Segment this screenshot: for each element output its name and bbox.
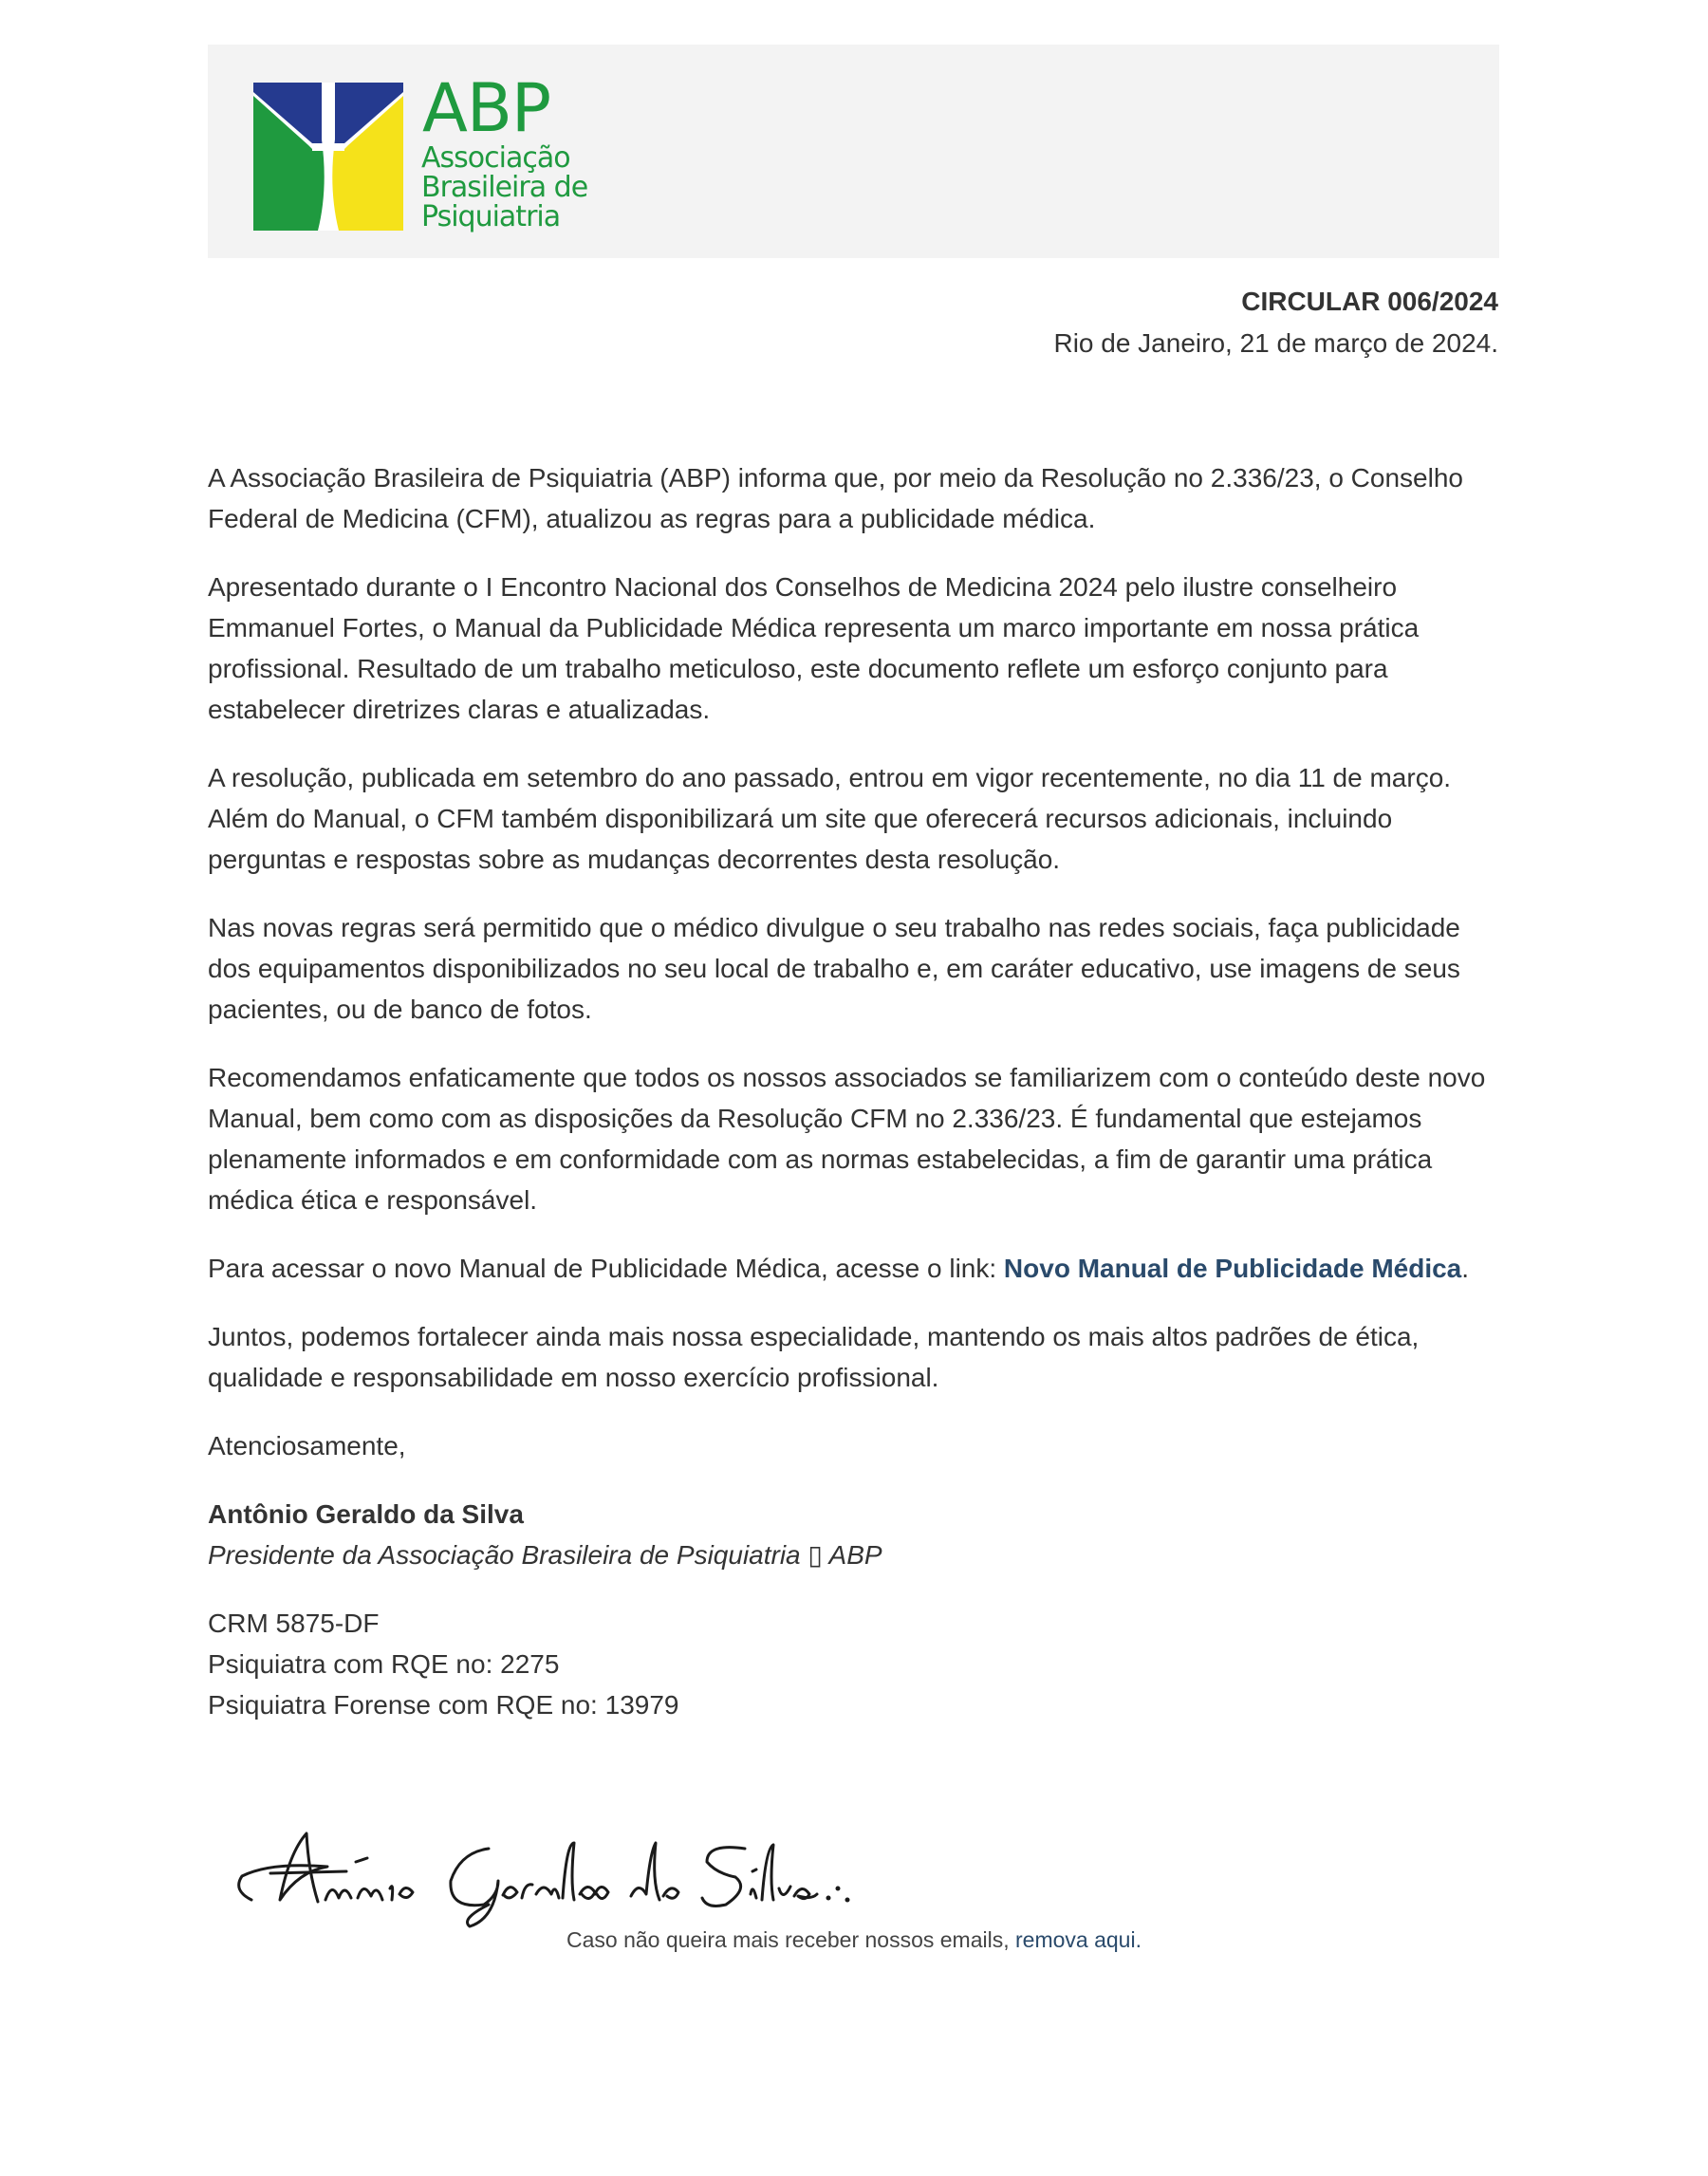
- logo-abbreviation: ABP: [422, 69, 551, 147]
- manual-link[interactable]: Novo Manual de Publicidade Médica: [1003, 1254, 1462, 1283]
- logo-name: [421, 143, 587, 232]
- credentials-block: [208, 1603, 1503, 1725]
- circular-date: Rio de Janeiro, 21 de março de 2024.: [1053, 328, 1498, 358]
- header-banner: [208, 45, 1499, 258]
- unsubscribe-link[interactable]: remova aqui.: [1015, 1927, 1142, 1952]
- signer-block: [208, 1494, 1503, 1575]
- paragraph: A Associação Brasileira de Psiquiatria (ABP) informa que, por meio da Resolução no 2.336/23, o Conselho Federal de Medicina (CFM), atualizou as regras para a publicidade médica.: [208, 463, 1463, 533]
- paragraph: Nas novas regras será permitido que o médico divulgue o seu trabalho nas redes sociais, faça publicidade dos equipamentos disponibilizados no seu local de trabalho e, em caráter educativo, use imagens de seus pacientes, ou de banco de fotos.: [208, 913, 1460, 1024]
- abp-logo-icon: [253, 83, 403, 231]
- paragraph: Apresentado durante o I Encontro Nacional dos Conselhos de Medicina 2024 pelo ilustre conselheiro Emmanuel Fortes, o Manual da Publicidade Médica representa um marco importante em nossa prática profissional. Resultado de um trabalho meticuloso, este documento reflete um esforço conjunto para estabelecer diretrizes claras e atualizadas.: [208, 572, 1420, 724]
- paragraph: Recomendamos enfaticamente que todos os nossos associados se familiarizem com o conteúdo deste novo Manual, bem como com as disposições da Resolução CFM no 2.336/23. É fundamental que estejamos plenamente informados e em conformidade com as normas estabelecidas, a fim de garantir uma prática médica ética e responsável.: [208, 1063, 1486, 1215]
- link-intro: Para acessar o novo Manual de Publicidade Médica, acesse o link:: [208, 1254, 1004, 1283]
- letter-body: [208, 457, 1503, 1753]
- rqe-psiquiatra: Psiquiatra com RQE no: 2275: [208, 1649, 560, 1679]
- salutation: Atenciosamente,: [208, 1431, 406, 1460]
- link-after: .: [1461, 1254, 1470, 1283]
- paragraph: Juntos, podemos fortalecer ainda mais nossa especialidade, mantendo os mais altos padrões de ética, qualidade e responsabilidade em nosso exercício profissional.: [208, 1322, 1420, 1392]
- signer-name: Antônio Geraldo da Silva: [208, 1499, 524, 1529]
- logo-name-line: Associação: [421, 141, 570, 175]
- logo-name-line: Brasileira de: [421, 171, 588, 204]
- unsubscribe-footer: [0, 1925, 1708, 1954]
- circular-number: CIRCULAR 006/2024: [1241, 287, 1498, 316]
- signer-role: Presidente da Associação Brasileira de Psiquiatria ▯ ABP: [208, 1540, 882, 1570]
- circular-header: [1053, 281, 1498, 364]
- paragraph: A resolução, publicada em setembro do ano passado, entrou em vigor recentemente, no dia 11 de março. Além do Manual, o CFM também disponibilizará um site que oferecerá recursos adicionais, incluindo perguntas e respostas sobre as mudanças decorrentes desta resolução.: [208, 763, 1452, 874]
- rqe-forense: Psiquiatra Forense com RQE no: 13979: [208, 1690, 679, 1720]
- logo-name-line: Psiquiatria: [421, 200, 561, 233]
- crm-number: CRM 5875-DF: [208, 1609, 380, 1638]
- unsubscribe-text: Caso não queira mais receber nossos emails,: [566, 1927, 1016, 1952]
- link-paragraph: [208, 1248, 1503, 1289]
- handwritten-signature: [214, 1814, 859, 1928]
